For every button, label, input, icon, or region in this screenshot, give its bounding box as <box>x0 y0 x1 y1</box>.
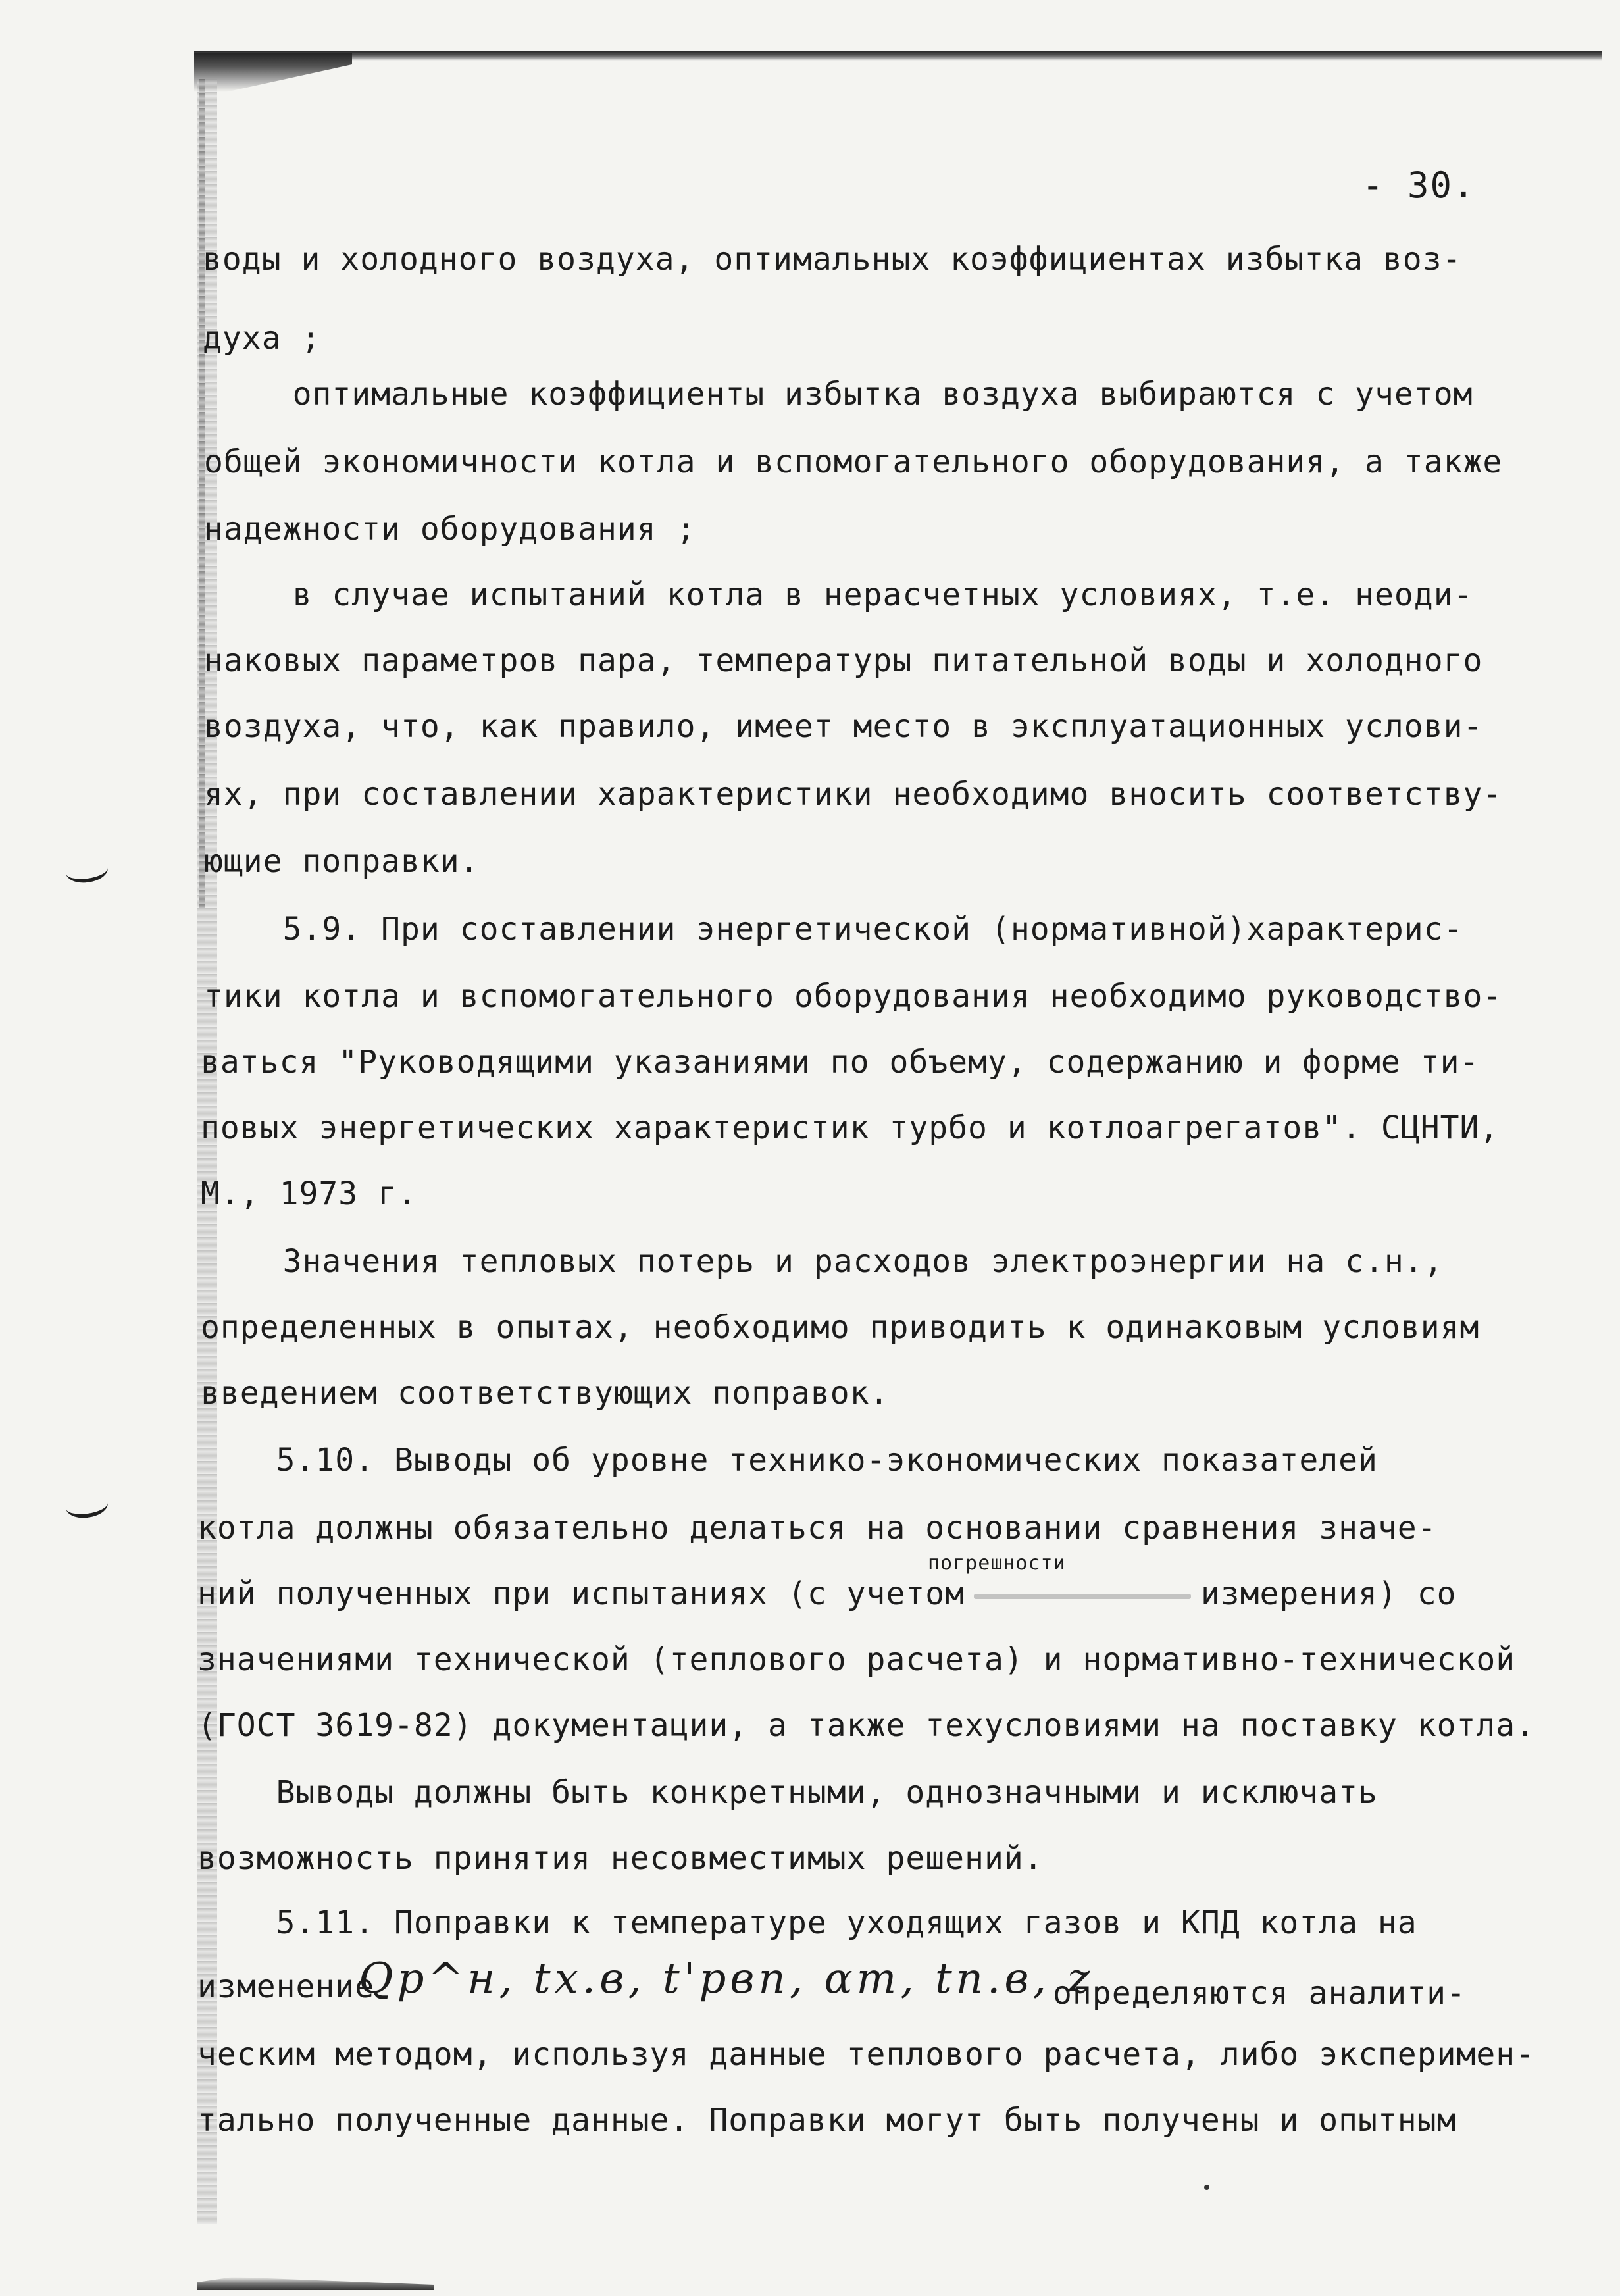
text-line: общей экономичности котла и вспомогательного оборудования, а также <box>204 444 1503 480</box>
handwritten-formula: Qр^н, tх.в, t'рвп, αm, tп.в, z <box>359 1954 1094 2003</box>
inserted-correction: погрешности <box>928 1552 1066 1575</box>
text-line: определенных в опытах, необходимо приводить к одинаковым условиям <box>201 1309 1480 1346</box>
page-number: - 30. <box>1362 165 1476 206</box>
text-line: 5.11. Поправки к температуре уходящих газов и КПД котла на <box>197 1904 1417 1941</box>
text-line: М., 1973 г. <box>201 1175 417 1212</box>
text-line: в случае испытаний котла в нерасчетных условиях, т.е. неоди- <box>214 576 1473 613</box>
text-line: повых энергетических характеристик турбо и котлоагрегатов". СЦНТИ, <box>201 1110 1500 1146</box>
text-line: (ГОСТ 3619-82) документации, а также техусловиями на поставку котла. <box>197 1707 1536 1744</box>
text-line: воздуха, что, как правило, имеет место в эксплуатационных услови- <box>204 708 1483 745</box>
text-line: духа ; <box>203 320 321 357</box>
text-line: воды и холодного воздуха, оптимальных коэффициентах избытка воз- <box>203 241 1462 278</box>
scan-top-corner <box>194 53 352 92</box>
ink-dot <box>1204 2185 1209 2190</box>
text-line: значениями технической (теплового расчета) и нормативно-технической <box>197 1641 1516 1678</box>
text-line: возможность принятия несовместимых решений. <box>197 1840 1044 1877</box>
text-line: тики котла и вспомогательного оборудования необходимо руководство- <box>204 978 1503 1015</box>
text-line: определяются аналити- <box>1053 1975 1466 2012</box>
text-line: ваться "Руководящими указаниями по объему, содержанию и форме ти- <box>201 1044 1480 1081</box>
text-line: ющие поправки. <box>204 843 480 880</box>
scan-bottom-edge <box>197 2277 434 2290</box>
text-line: Выводы должны быть конкретными, однозначными и исключать <box>197 1774 1378 1811</box>
text-line: наковых параметров пара, температуры питательной воды и холодного <box>204 642 1483 679</box>
text-line: котла должны обязательно делаться на основании сравнения значе- <box>197 1510 1437 1546</box>
text-line: изменение <box>197 1968 375 2005</box>
text-line: Значения тепловых потерь и расходов электроэнергии на с.н., <box>204 1243 1444 1280</box>
text-line: 5.10. Выводы об уровне технико-экономических показателей <box>197 1442 1378 1479</box>
text-line: ях, при составлении характеристики необходимо вносить соответству- <box>204 776 1503 813</box>
text-line: ческим методом, используя данные теплового расчета, либо эксперимен- <box>197 2036 1536 2073</box>
text-line: 5.9. При составлении энергетической (нормативной)характерис- <box>204 911 1463 948</box>
text-line: надежности оборудования ; <box>204 511 696 548</box>
text-line: оптимальные коэффициенты избытка воздуха выбираются с учетом <box>214 376 1473 413</box>
text-line: ний полученных при испытаниях (с учетом измерения) со <box>197 1575 1457 1612</box>
margin-check-mark <box>64 1491 109 1521</box>
text-line: введением соответствующих поправок. <box>201 1375 890 1412</box>
margin-check-mark <box>64 856 109 886</box>
scan-top-edge <box>194 51 1602 61</box>
text-line: тально полученные данные. Поправки могут быть получены и опытным <box>197 2102 1457 2139</box>
